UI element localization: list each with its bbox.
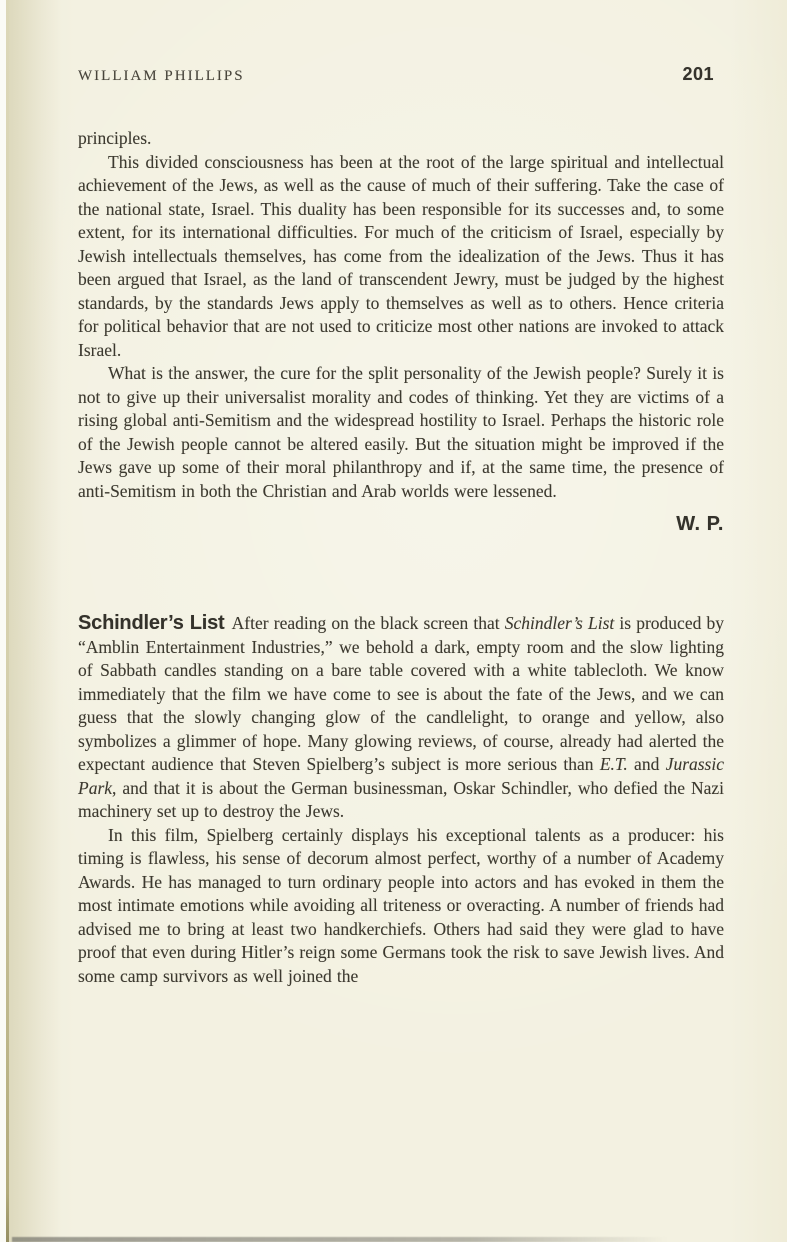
scan-gutter-shadow bbox=[9, 0, 61, 1242]
running-header bbox=[78, 64, 724, 85]
review-section bbox=[78, 612, 724, 988]
paragraph: In this film, Spielberg certainly displays his exceptional talents as a producer: his timing is flawless, his sense of decorum almost perfect, worthy of a number of Academy Awards. He has managed to turn ordinary people into actors and has evoked in them the most intimate emotions while avoiding all triteness or overacting. A number of friends had advised me to bring at least two handkerchiefs. Others had said they were glad to have proof that even during Hitler’s reign some Germans took the risk to save Jewish lives. And some camp survivors as well joined the bbox=[78, 824, 724, 986]
page-number: 201 bbox=[682, 64, 714, 84]
review-title: Schindler’s List bbox=[78, 612, 225, 634]
paragraph-continuation: principles. bbox=[78, 128, 152, 148]
review-opening-text: After reading on the black screen that Schindler’s List is produced by “Amblin Entertainment Industries,” we behold a dark, empty room and the slow lighting of Sabbath candles standing on a bare table covered with a white tablecloth. We know immediately that the film we have come to see is about the fate of the Jews, and we can guess that the slowly changing glow of the candlelight, to orange and yellow, also symbolizes a glimmer of hope. Many glowing reviews, of course, already had alerted the expectant audience that Steven Spielberg’s subject is more serious than E.T. and Jurassic Park, and that it is about the German businessman, Oskar Schindler, who defied the Nazi machinery set up to destroy the Jews. bbox=[78, 613, 724, 821]
initials-signature: W. P. bbox=[676, 513, 724, 535]
review-opening-paragraph bbox=[78, 612, 724, 824]
scan-bottom-band bbox=[12, 1237, 667, 1242]
page-content bbox=[78, 0, 724, 988]
essay-end-section bbox=[78, 127, 724, 536]
paragraph: What is the answer, the cure for the split personality of the Jewish people? Surely it is not to give up their universalist morality and codes of thinking. Yet they are victims of a rising global anti-Semitism and the widespread hostility to Israel. Perhaps the historic role of the Jewish people cannot be altered easily. But the situation might be improved if the Jews gave up some of their moral philanthropy and if, at the same time, the presence of anti-Semitism in both the Christian and Arab worlds were lessened. bbox=[78, 363, 724, 501]
paragraph: This divided consciousness has been at the root of the large spiritual and intellectual achievement of the Jews, as well as the cause of much of their suffering. Take the case of the national state, Israel. This duality has been responsible for its successes and, to some extent, for its international difficulties. For much of the criticism of Israel, especially by Jewish intellectuals themselves, has come from the idealization of the Jews. Thus it has been argued that Israel, as the land of transcendent Jewry, must be judged by the highest standards, by the standards Jews apply to themselves as well as to others. Hence criteria for political behavior that are not used to criticize most other nations are invoked to attack Israel. bbox=[78, 151, 724, 360]
running-header-author: WILLIAM PHILLIPS bbox=[78, 68, 245, 84]
